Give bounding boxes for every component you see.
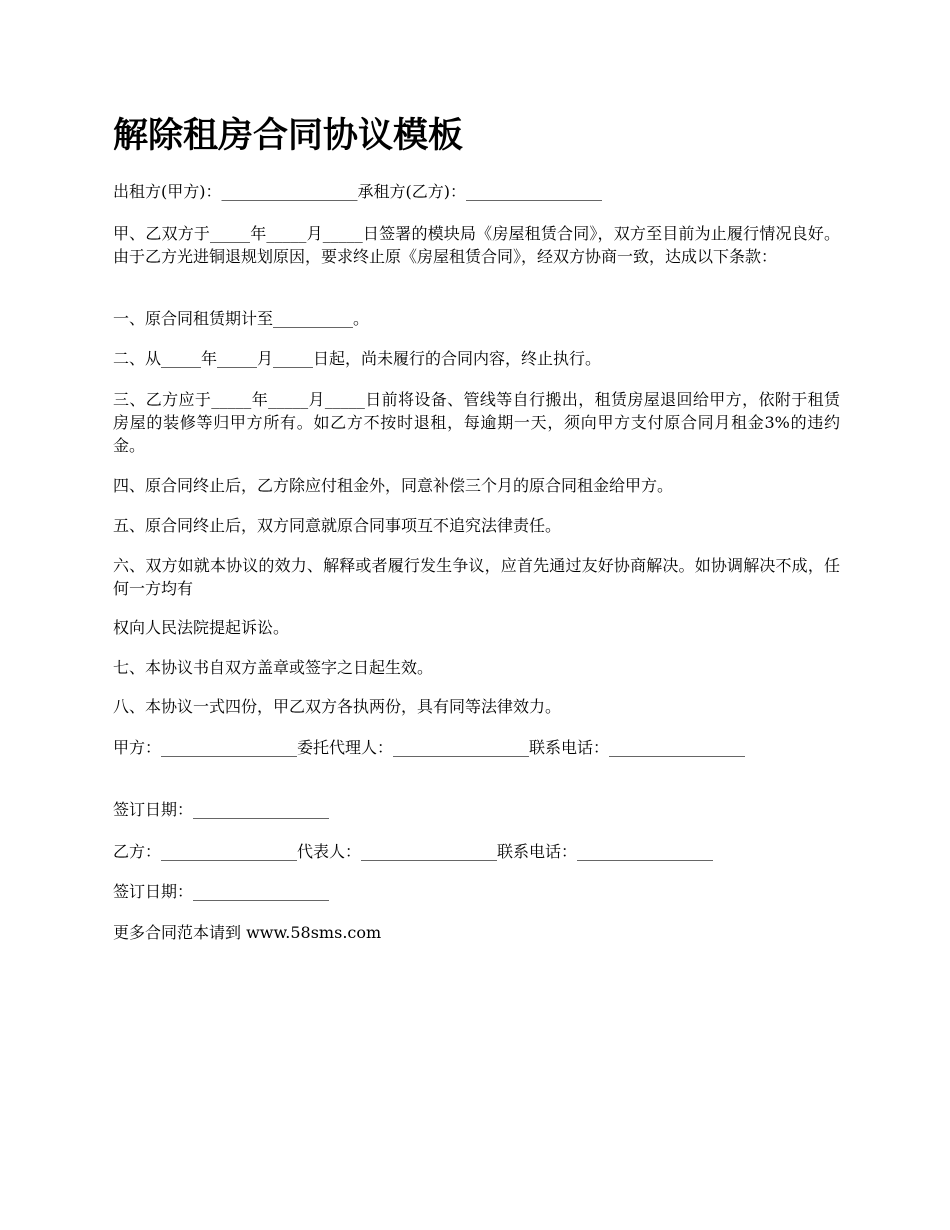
party-b-signature-line: 乙方：_________________代表人：_________________联系电话：_________________ — [113, 842, 714, 861]
clause-2: 二、从_____年_____月_____日起，尚未履行的合同内容，终止执行。 — [113, 349, 602, 368]
parties-line: 出租方(甲方)：_________________承租方(乙方)：_________________ — [113, 182, 602, 201]
clause-5: 五、原合同终止后，双方同意就原合同事项互不追究法律责任。 — [113, 516, 562, 535]
clause-1: 一、原合同租赁期计至__________。 — [113, 309, 370, 328]
clause-6: 六、双方如就本协议的效力、解释或者履行发生争议，应首先通过友好协商解决。如协调解决不成，任何一方均有 — [113, 556, 840, 598]
clause-7: 七、本协议书自双方盖章或签字之日起生效。 — [113, 658, 434, 677]
party-a-sign-date: 签订日期：_________________ — [113, 800, 330, 819]
clause-3: 三、乙方应于_____年_____月_____日前将设备、管线等自行搬出，租赁房屋退回给甲方，依附于租赁房屋的装修等归甲方所有。如乙方不按时退租，每逾期一天，须向甲方支付原合同月租金3%的违约金。 — [113, 390, 840, 455]
intro-paragraph: 甲、乙双方于_____年_____月_____日签署的模块局《房屋租赁合同》，双方至目前为止履行情况良好。由于乙方光进铜退规划原因，要求终止原《房屋租赁合同》，经双方协商一致，达成以下条款： — [113, 224, 840, 266]
clause-6-continued: 权向人民法院提起诉讼。 — [113, 618, 290, 637]
clause-4: 四、原合同终止后，乙方除应付租金外，同意补偿三个月的原合同租金给甲方。 — [113, 476, 674, 495]
footer-note: 更多合同范本请到 www.58sms.com — [113, 923, 382, 942]
clause-8: 八、本协议一式四份，甲乙双方各执两份，具有同等法律效力。 — [113, 697, 562, 716]
document-title: 解除租房合同协议模板 — [113, 116, 464, 156]
party-a-signature-line: 甲方：_________________委托代理人：_________________联系电话：_________________ — [113, 738, 746, 757]
party-b-sign-date: 签订日期：_________________ — [113, 882, 330, 901]
